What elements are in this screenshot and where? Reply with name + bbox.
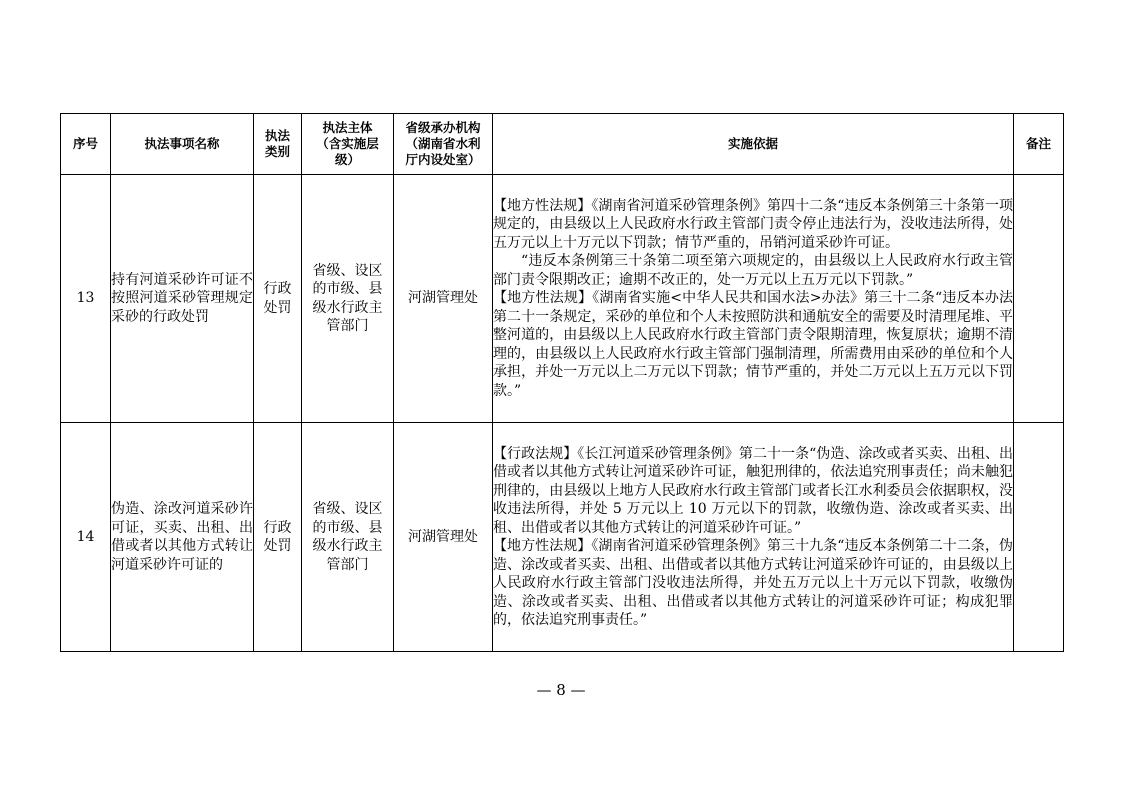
header-index: 序号: [61, 114, 111, 175]
row-provincial-office: 河湖管理处: [394, 423, 493, 652]
table-row: [61, 175, 1064, 423]
header-category: 执法类别: [254, 114, 302, 175]
basis-paragraph: “违反本条例第三十条第二项至第六项规定的，由县级以上人民政府水行政主管部门责令限期改正；逾期不改正的，处一万元以上五万元以下罚款。”: [493, 253, 1013, 288]
header-subject: 执法主体（含实施层级）: [302, 114, 394, 175]
row-item-name: 伪造、涂改河道采砂许可证，买卖、出租、出借或者以其他方式转让河道采砂许可证的: [111, 423, 254, 652]
header-provincial-office: 省级承办机构（湖南省水利厅内设处室）: [394, 114, 493, 175]
basis-paragraph: 【地方性法规】《湖南省河道采砂管理条例》第四十二条“违反本条例第三十条第一项规定的，由县级以上人民政府水行政主管部门责令停止违法行为，没收违法所得，处五万元以上十万元以下罚款；情节严重的，吊销河道采砂许可证。: [493, 197, 1013, 251]
header-remarks: 备注: [1014, 114, 1064, 175]
row-index: 14: [61, 423, 111, 652]
table-header-row: [61, 114, 1064, 175]
row-subject: 省级、设区的市级、县级水行政主管部门: [302, 423, 394, 652]
row-basis: [493, 175, 1014, 423]
enforcement-items-table: [60, 113, 1064, 652]
header-item-name: 执法事项名称: [111, 114, 254, 175]
basis-paragraph: 【地方性法规】《湖南省河道采砂管理条例》第三十九条“违反本条例第二十二条，伪造、涂改或者买卖、出租、出借或者以其他方式转让河道采砂许可证的，由县级以上人民政府水行政主管部门没收违法所得，并处五万元以上十万元以下罚款，收缴伪造、涂改或者买卖、出租、出借或者以其他方式转让的河道采砂许可证；构成犯罪的，依法追究刑事责任。”: [493, 538, 1013, 628]
row-remarks: [1014, 175, 1064, 423]
row-item-name: 持有河道采砂许可证不按照河道采砂管理规定采砂的行政处罚: [111, 175, 254, 423]
row-provincial-office: 河湖管理处: [394, 175, 493, 423]
row-subject: 省级、设区的市级、县级水行政主管部门: [302, 175, 394, 423]
row-index: 13: [61, 175, 111, 423]
row-category: 行政处罚: [254, 423, 302, 652]
row-category: 行政处罚: [254, 175, 302, 423]
page-number: — 8 —: [536, 681, 586, 699]
header-basis: 实施依据: [493, 114, 1014, 175]
table-row: [61, 423, 1064, 652]
basis-paragraph: 【行政法规】《长江河道采砂管理条例》第二十一条“伪造、涂改或者买卖、出租、出借或者以其他方式转让河道采砂许可证，触犯刑律的，依法追究刑事责任；尚未触犯刑律的，由县级以上地方人民政府水行政主管部门或者长江水利委员会依据职权，没收违法所得，并处 5 万元以上 10 万元以下的罚款，收缴伪造、涂改或者买卖、出租、出借或者以其他方式转让的河道采砂许可证。”: [493, 445, 1013, 536]
basis-paragraph: 【地方性法规】《湖南省实施<中华人民共和国水法>办法》第三十二条“违反本办法第二十一条规定，采砂的单位和个人未按照防洪和通航安全的需要及时清理尾堆、平整河道的，由县级以上人民政府水行政主管部门责令限期清理，恢复原状；逾期不清理的，由县级以上人民政府水行政主管部门强制清理，所需费用由采砂的单位和个人承担，并处一万元以上二万元以下罚款；情节严重的，并处二万元以上五万元以下罚款。”: [493, 290, 1013, 399]
row-remarks: [1014, 423, 1064, 652]
row-basis: [493, 423, 1014, 652]
